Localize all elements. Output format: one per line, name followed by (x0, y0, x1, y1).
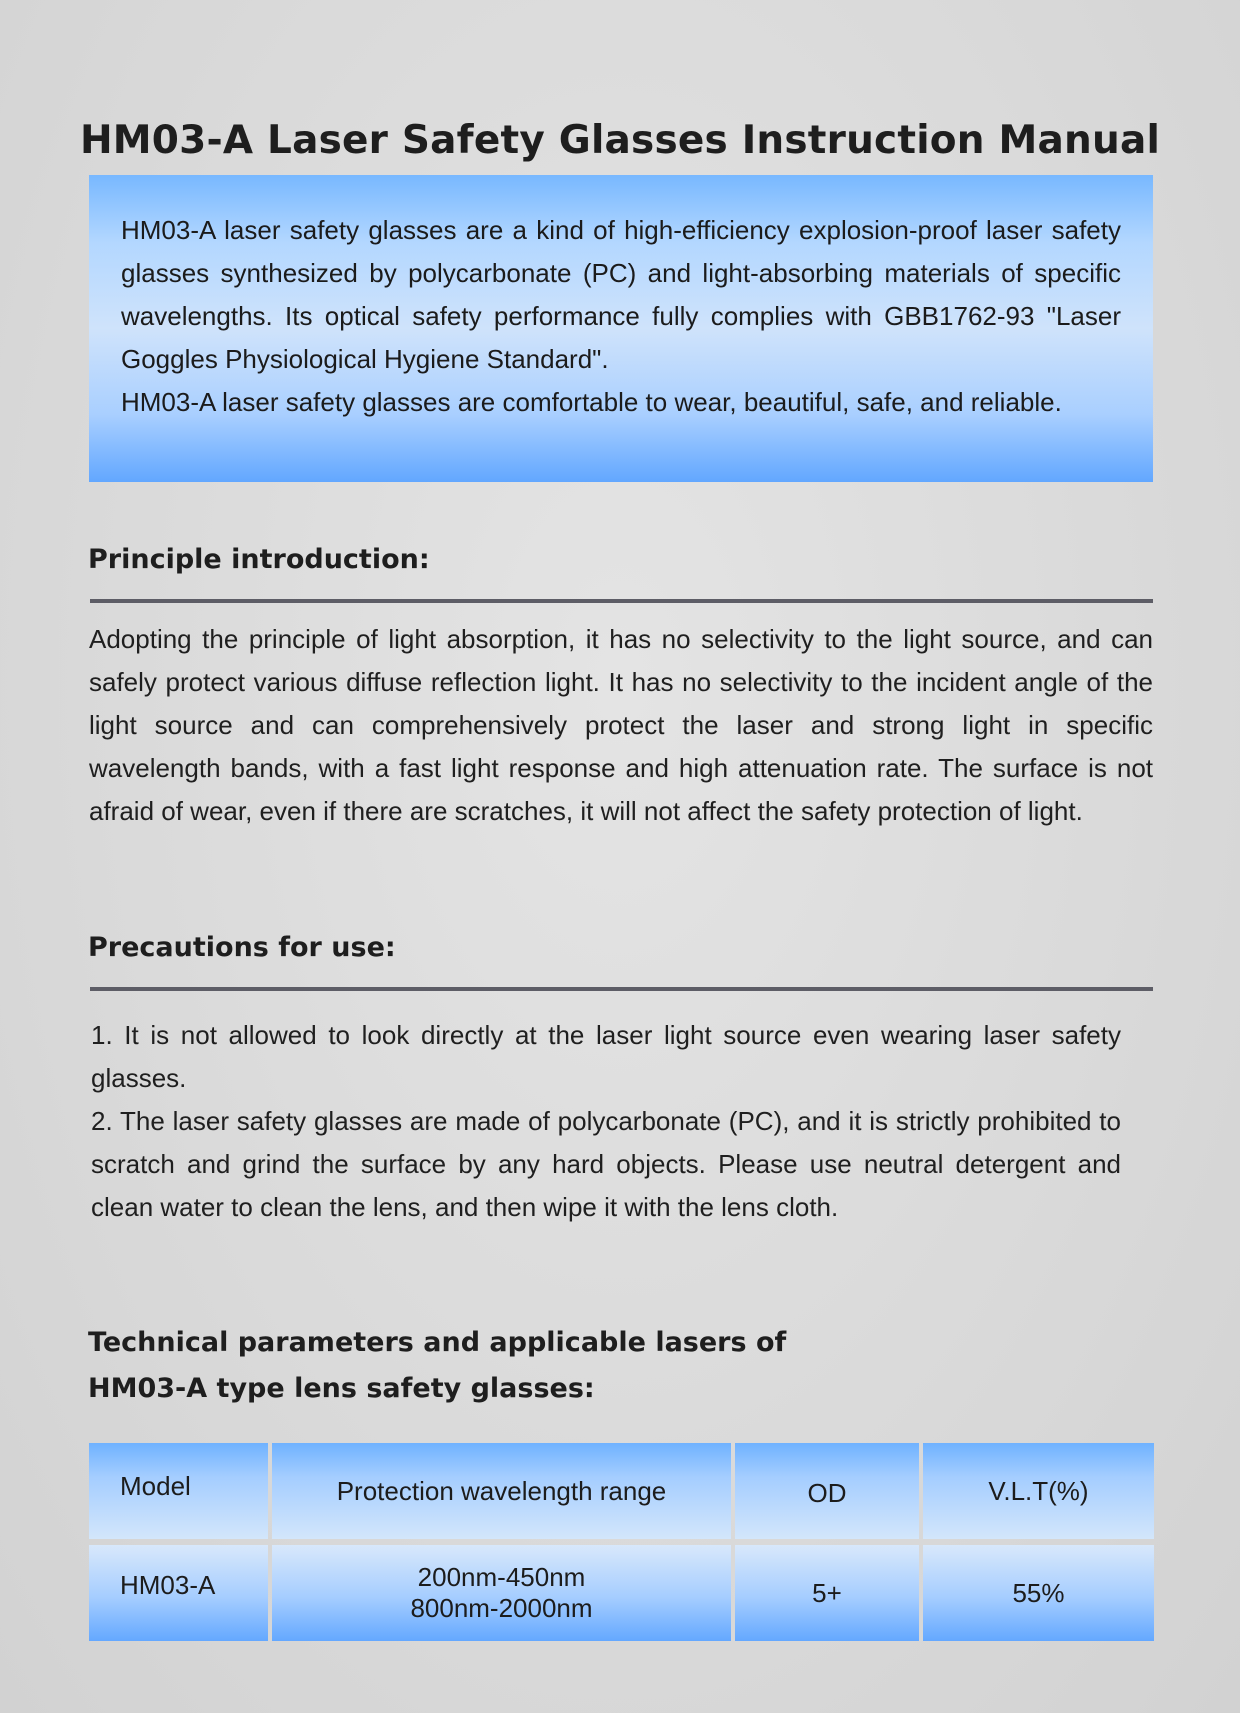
cell-wavelength-line-2: 800nm-2000nm (410, 1593, 593, 1623)
header-model: Model (89, 1443, 268, 1539)
principle-text: Adopting the principle of light absorption, it has no selectivity to the light source, and can safely protect various diffuse reflection light. It has no selectivity to the incident angle of the light source and can comprehensively protect the laser and strong light in specific wavelength bands, with a fast light response and high attenuation rate. The surface is not afraid of wear, even if there are scratches, it will not affect the safety protection of light. (89, 624, 1153, 826)
header-vlt: V.L.T(%) (923, 1443, 1154, 1539)
table-row (89, 1545, 1154, 1641)
intro-paragraph-2: HM03-A laser safety glasses are comfortable to wear, beautiful, safe, and reliable. (121, 387, 1062, 417)
header-wavelength: Protection wavelength range (272, 1443, 731, 1539)
cell-wavelength (272, 1545, 731, 1641)
principle-heading: Principle introduction: (88, 544, 430, 575)
spec-table (89, 1443, 1154, 1641)
intro-paragraph-1: HM03-A laser safety glasses are a kind of high-efficiency explosion-proof laser safety glasses synthesized by polycarbonate (PC) and light-absorbing materials of specific wavelengths. Its optical safety performance fully complies with GBB1762-93 "Laser Goggles Physiological Hygiene Standard". (121, 215, 1121, 374)
page-title: HM03-A Laser Safety Glasses Instruction Manual (79, 118, 1161, 164)
cell-model: HM03-A (89, 1545, 268, 1641)
technical-heading-line-2: HM03-A type lens safety glasses: (88, 1373, 595, 1404)
precautions-heading: Precautions for use: (88, 932, 396, 963)
technical-heading (88, 1320, 786, 1412)
technical-heading-line-1: Technical parameters and applicable lasers of (88, 1327, 787, 1358)
cell-od: 5+ (735, 1545, 919, 1641)
cell-wavelength-line-1: 200nm-450nm (417, 1562, 586, 1592)
header-od: OD (735, 1443, 919, 1539)
cell-vlt: 55% (923, 1545, 1154, 1641)
principle-divider (90, 599, 1153, 603)
precaution-item-1: 1. It is not allowed to look directly at the laser light source even wearing laser safety glasses. (91, 1020, 1121, 1093)
intro-box (89, 175, 1153, 482)
precautions-divider (90, 987, 1153, 991)
precaution-item-2: 2. The laser safety glasses are made of polycarbonate (PC), and it is strictly prohibited to scratch and grind the surface by any hard objects. Please use neutral detergent and clean water to clean the lens, and then wipe it with the lens cloth. (91, 1106, 1121, 1222)
table-header-row (89, 1443, 1154, 1539)
